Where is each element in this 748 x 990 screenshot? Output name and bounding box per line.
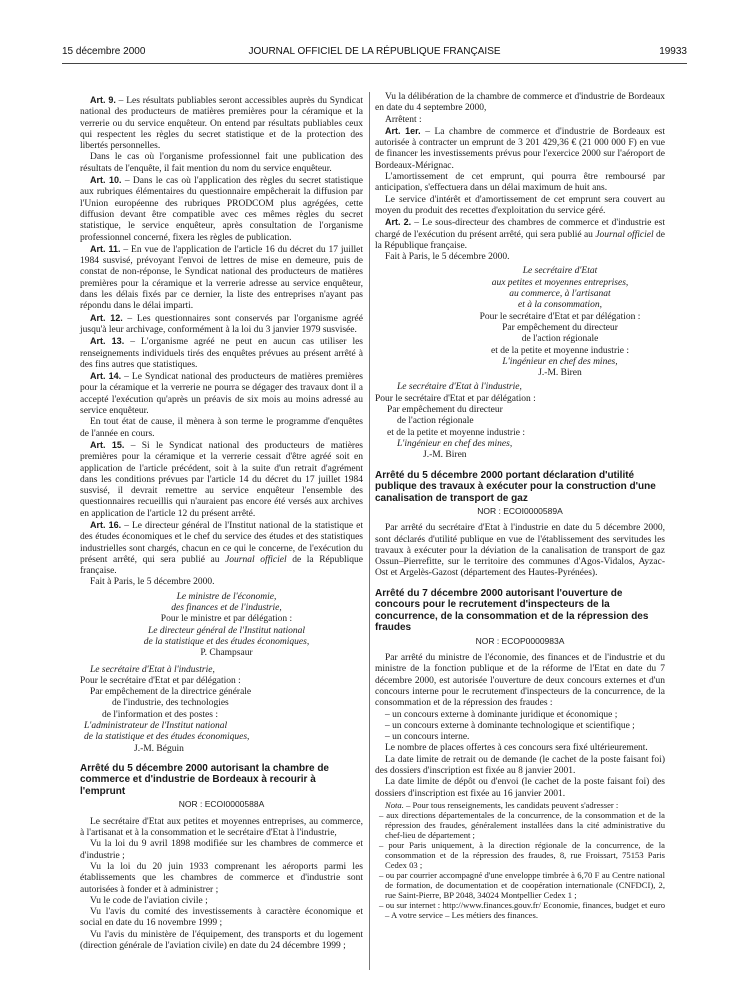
list-item: – un concours externe à dominante technologique et scientifique ; (385, 720, 635, 731)
delegation-line: de l'action régionale (521, 334, 599, 345)
signatory-name: J.-M. Béguin (134, 743, 184, 754)
signatory-name: J.-M. Biren (423, 450, 467, 461)
header-rule (62, 63, 687, 64)
decree-para: Le secrétaire d'Etat aux petites et moyennes entreprises, au commerce, à l'artisanat et à la consommation et le secrétaire d'Etat à l'industrie, (80, 816, 363, 839)
decree-para: Par arrêté du ministre de l'économie, des finances et de l'industrie et du ministre de la fonction publique et de la réforme de l'Etat en date du 7 décembre 2000, est autorisée l'ouverture de deux concours externes et d'un concours interne pour le recrutement d'inspecteurs de la concurrence, de la consommation et de la répression des fraudes : (375, 653, 665, 709)
signatory-title: L'ingénieur en chef des mines, (397, 438, 513, 449)
delegation-line: Pour le secrétaire d'Etat et par délégation : (375, 393, 536, 404)
nor-reference: NOR : ECOP0000983A (475, 635, 565, 646)
delegation-line: Par empêchement du directeur (502, 322, 618, 333)
signatory-name: J.-M. Biren (538, 368, 582, 379)
article-1-para-3: Le service d'intérêt et d'amortissement de cet emprunt sera couvert au moyen du produit des recettes d'exploitation du service géré. (375, 194, 665, 216)
signatory-title: Le directeur général de l'Institut national (147, 625, 306, 636)
left-column (80, 95, 363, 952)
signatory-title: et à la consommation, (518, 300, 602, 311)
delegation-line: et de la petite et moyenne industrie : (491, 345, 629, 356)
article-12: Art. 12. – Les questionnaires sont conservés par l'organisme agréé jusqu'à leur archivage, conformément à la loi du 3 janvier 1979 susvisée. (80, 312, 363, 335)
nota-item: – pour Paris uniquement, à la direction régionale de la concurrence, de la consommation et de la répression des fraudes, 8, rue Froissart, 75153 Paris Cedex 03 ; (379, 839, 665, 870)
decree-para: Par arrêté du secrétaire d'Etat à l'industrie en date du 5 décembre 2000, sont déclarés d'utilité publique en vue de l'établissement des servitudes les travaux à exécuter pour la déviation de la canalisation de transport de gaz Ossun–Pierrefitte, sur le territoire des communes d'Agos-Vidalos, Ayzac-Ost et Argelès-Gazost (département des Hautes-Pyrénées). (375, 523, 665, 579)
delegation-line: Pour le secrétaire d'Etat et par délégation : (80, 675, 241, 686)
signatory-name: P. Champsaur (200, 648, 253, 659)
article-1: Art. 1er. – La chambre de commerce et d'industrie de Bordeaux est autorisée à contracter un emprunt de 3 201 429,36 € (21 000 000 F) en vue de financer les investissements prévus pour l'exercice 2000 sur l'aéroport de Bordeaux-Mérignac. (375, 125, 665, 171)
article-14-para-2: En tout état de cause, il mènera à son terme le programme d'enquêtes de l'année en cours. (80, 417, 363, 439)
delegation-line: Pour le secrétaire d'Etat et par délégation : (479, 311, 641, 322)
delegation-line: de l'action régionale (397, 416, 474, 427)
decree-para: Vu la délibération de la chambre de commerce et d'industrie de Bordeaux en date du 4 septembre 2000, (375, 92, 665, 114)
article-13: Art. 13. – L'organisme agréé ne peut en aucun cas utiliser les renseignements individuels tirés des enquêtes prévues au présent arrêté à des fins autres que statistiques. (80, 336, 363, 370)
decree-para: Vu l'avis du ministère de l'équipement, des transports et du logement (direction générale de l'aviation civile) en date du 24 décembre 1999 ; (80, 929, 363, 951)
right-column (375, 92, 665, 920)
article-11: Art. 11. – En vue de l'application de l'article 16 du décret du 17 juillet 1984 susvisé, prévoyant l'envoi de lettres de mise en demeure, puis de constat de non-réponse, le Syndicat national des producteurs de matières premières pour la céramique et la verrerie adresse au service enquêteur, dans les délais fixés par ce dernier, la liste des entreprises n'ayant pas répondu dans le délai imparti. (80, 243, 363, 312)
decree-title-emprunt: Arrêté du 5 décembre 2000 autorisant la chambre de commerce et d'industrie de Bordeaux à recourir à l'emprunt (80, 762, 329, 797)
decree-para: Vu la loi du 9 avril 1898 modifiée sur les chambres de commerce et d'industrie ; (80, 839, 363, 861)
nor-reference: NOR : ECOI0000588A (178, 799, 265, 810)
nota-block (375, 800, 665, 920)
page-header (62, 46, 687, 60)
article-9-para-2: Dans le cas où l'organisme professionnel fait une publication des résultats de l'enquête, il fait mention du nom du service enquêteur. (80, 152, 363, 174)
decree-para: La date limite de dépôt ou d'envoi (le cachet de la poste faisant foi) des dossiers d'inscription est fixée au 16 janvier 2001. (375, 777, 665, 799)
decree-para: Vu l'avis du comité des investissements à caractère économique et social en date du 16 novembre 1999 ; (80, 907, 363, 929)
delegation-line: de l'information et des postes : (102, 709, 218, 720)
nota-item: – ou sur internet : http://www.finances.gouv.fr/ Economie, finances, budget et euro – A votre service – Les métiers des finances. (379, 899, 665, 920)
column-divider (369, 92, 370, 970)
decree-para: Vu le code de l'aviation civile ; (90, 895, 208, 906)
header-journal-title: JOURNAL OFFICIEL DE LA RÉPUBLIQUE FRANÇAISE (248, 46, 501, 57)
arretent-line: Arrêtent : (385, 114, 422, 125)
nota-item: – aux directions départementales de la concurrence, de la consommation et de la répression des fraudes, généralement installées dans la cité administrative du chef-lieu de département ; (379, 809, 665, 840)
nor-reference: NOR : ECOI0000589A (477, 506, 563, 516)
signatory-title: au commerce, à l'artisanat (509, 289, 611, 300)
delegation-line: et de la petite et moyenne industrie : (387, 427, 525, 438)
delegation-line: Pour le ministre et par délégation : (160, 614, 293, 625)
article-9: Art. 9. – Les résultats publiables seront accessibles auprès du Syndicat national des producteurs de matières premières pour la céramique et la verrerie ou du service enquêteur. On entend par résultats publiables ceux qui respectent les règles du secret statistique et de la protection des libertés personnelles. (80, 95, 363, 152)
nota-intro: Nota. – Pour tous renseignements, les candidats peuvent s'adresser : (385, 799, 619, 810)
article-1-para-2: L'amortissement de cet emprunt, qui pourra être remboursé par anticipation, s'effectuera dans un délai maximum de huit ans. (375, 172, 665, 194)
signatory-title: Le secrétaire d'Etat (522, 266, 598, 277)
article-16: Art. 16. – Le directeur général de l'Institut national de la statistique et des études économiques et le chef du service des études et des statistiques industrielles sont chargés, chacun en ce qui le concerne, de l'exécution du présent arrêté, qui sera publié au Journal officiel de la République française. (80, 519, 364, 577)
signatory-title: L'administrateur de l'Institut national (84, 721, 228, 732)
decree-para: La date limite de retrait ou de demande (le cachet de la poste faisant foi) des dossiers d'inscription est fixée au 8 janvier 2001. (375, 754, 665, 777)
signatory-title: Le secrétaire d'Etat à l'industrie, (90, 664, 215, 675)
decree-title-concours: Arrêté du 7 décembre 2000 autorisant l'ouverture de concours pour le recrutement d'inspecteurs de la concurrence, de la consommation et de la répression des fraudes (375, 587, 649, 634)
article-14: Art. 14. – Le Syndicat national des producteurs de matières premières pour la céramique et la verrerie ne pourra se dégager des travaux dont il a accepté l'exécution qu'après un préavis de six mois au moins adressé au service enquêteur. (80, 371, 363, 417)
header-page-number: 19933 (659, 46, 687, 57)
nota-item: – ou par courrier accompagné d'une enveloppe timbrée à 6,70 F au Centre national de formation, de documentation et de coopération internationale (CNFDCI), 2, rue Saint-Pierre, BP 2048, 34024 Montpellier Cedex 1 ; (379, 869, 665, 900)
signatory-title: des finances et de l'industrie, (171, 603, 282, 614)
article-15: Art. 15. – Si le Syndicat national des producteurs de matières premières pour la céramique et la verrerie cessait d'être agréé soit en application de l'article précédent, soit à la suite d'un retrait d'agrément dans les conditions prévues par l'article 14 du décret du 17 juillet 1984 susvisé, il devrait remettre au service enquêteur l'ensemble des questionnaires recueillis qui n'auraient pas encore été versés aux archives en application de l'article 12 du présent arrêté. (80, 439, 363, 519)
header-date: 15 décembre 2000 (62, 46, 146, 57)
decree-para: Le nombre de places offertes à ces concours sera fixé ultérieurement. (385, 743, 648, 754)
delegation-line: de l'industrie, des technologies (112, 698, 229, 709)
decree-title-gaz: Arrêté du 5 décembre 2000 portant déclaration d'utilité publique des travaux à exécuter pour la construction d'une canalisation de transport de gaz (375, 469, 656, 504)
signatory-title: de la statistique et des études économiques, (84, 732, 250, 743)
article-2: Art. 2. – Le sous-directeur des chambres de commerce et d'industrie est chargé de l'exécution du présent arrêté, qui sera publié au Journal officiel de la République française. (375, 217, 665, 251)
signatory-title: de la statistique et des études économiques, (143, 636, 310, 647)
signatory-title: Le ministre de l'économie, (176, 591, 277, 602)
delegation-line: Par empêchement du directeur (387, 405, 503, 416)
decree-para: Vu la loi du 20 juin 1933 comprenant les aéroports parmi les établissements que les chambres de commerce et d'industrie sont autorisées à fonder et à administrer ; (80, 861, 363, 895)
article-10: Art. 10. – Dans le cas où l'application des règles du secret statistique aux rubriques élémentaires du questionnaire empêcherait la diffusion par l'Union européenne des rubriques PRODCOM plus agrégées, cette diffusion devant être compatible avec ces mêmes règles du secret statistique, le service enquêteur, après consultation de l'organisme professionnel concerné, fixera les règles de publication. (80, 175, 364, 243)
signature-date: Fait à Paris, le 5 décembre 2000. (385, 252, 510, 263)
signatory-title: Le secrétaire d'Etat à l'industrie, (397, 382, 522, 393)
list-item: – un concours interne. (385, 732, 470, 743)
delegation-line: Par empêchement de la directrice générale (90, 687, 252, 698)
signatory-title: aux petites et moyennes entreprises, (491, 277, 629, 288)
signature-date: Fait à Paris, le 5 décembre 2000. (90, 577, 215, 588)
signatory-title: L'ingénieur en chef des mines, (502, 356, 618, 367)
list-item: – un concours externe à dominante juridique et économique ; (385, 709, 618, 720)
